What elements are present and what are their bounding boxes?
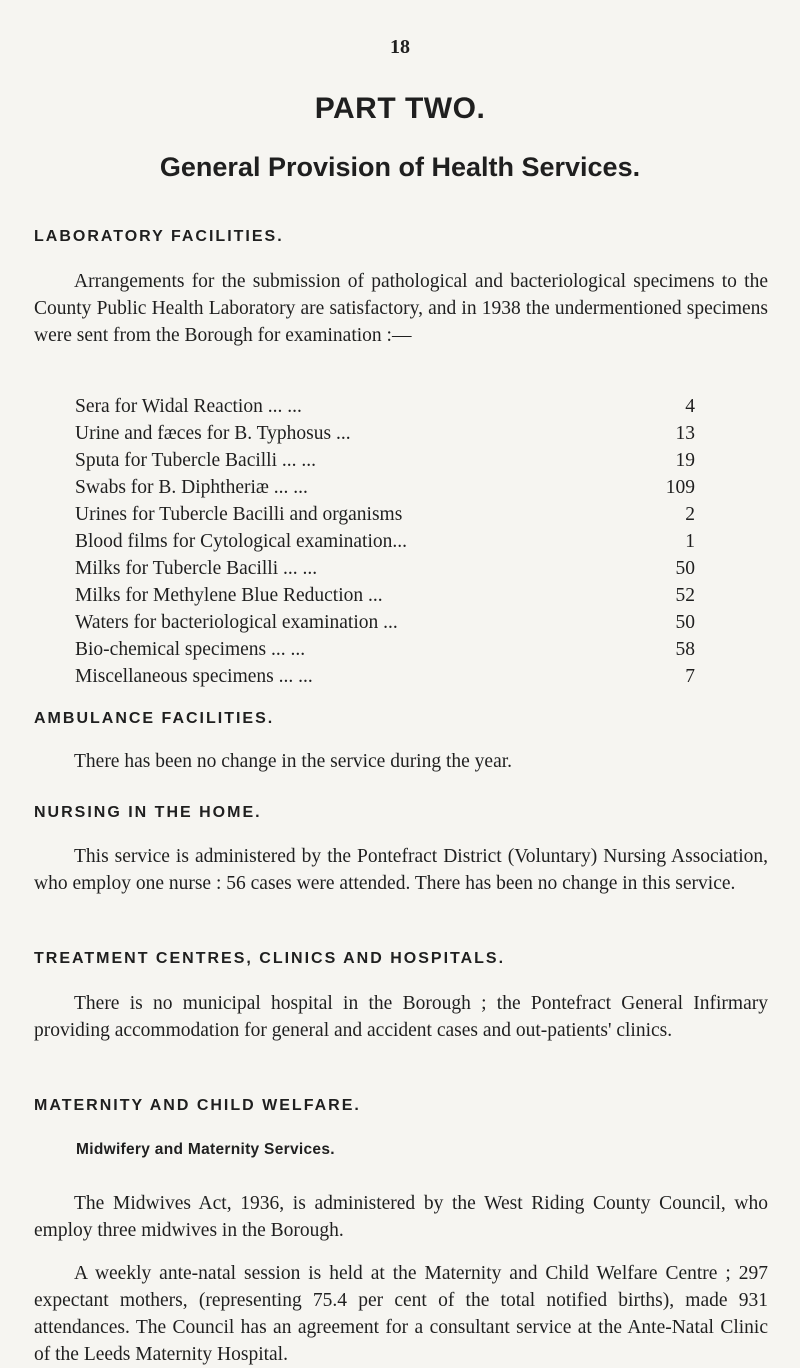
specimen-row [75,555,695,582]
specimen-row [75,582,695,609]
specimen-row [75,447,695,474]
specimen-count: 58 [675,639,695,660]
specimen-count: 50 [675,558,695,579]
specimen-count: 7 [685,666,695,687]
specimen-row [75,663,695,690]
specimen-count: 50 [675,612,695,633]
specimen-label: Urine and fæces for B. Typhosus ... [75,423,351,444]
ambulance-heading: AMBULANCE FACILITIES. [34,710,275,727]
specimen-count: 2 [685,504,695,525]
specimen-label: Sputa for Tubercle Bacilli ... ... [75,450,317,471]
specimen-table [75,393,695,690]
specimen-label: Bio-chemical specimens ... ... [75,639,306,660]
midwives-act-text: The Midwives Act, 1936, is administered by the West Riding County Council, who employ three midwives in the Borough. [34,1193,768,1241]
laboratory-heading: LABORATORY FACILITIES. [34,228,284,245]
specimen-row [75,474,695,501]
part-title: PART TWO. [314,92,486,125]
specimen-label: Milks for Methylene Blue Reduction ... [75,585,383,606]
specimen-label: Swabs for B. Diphtheriæ ... ... [75,477,308,498]
specimen-label: Miscellaneous specimens ... ... [75,666,313,687]
specimen-label: Sera for Widal Reaction ... ... [75,396,302,417]
specimen-label: Waters for bacteriological examination ... [75,612,398,633]
specimen-count: 13 [675,423,695,444]
specimen-label: Milks for Tubercle Bacilli ... ... [75,558,318,579]
specimen-label: Urines for Tubercle Bacilli and organisms [75,504,403,525]
main-heading: General Provision of Health Services. [159,152,641,182]
maternity-heading: MATERNITY AND CHILD WELFARE. [34,1097,361,1114]
laboratory-intro: Arrangements for the submission of pathological and bacteriological specimens to the County Public Health Laboratory are satisfactory, and in 1938 the undermentioned specimens were sent from the Borough for examination :— [34,271,768,346]
treatment-heading: TREATMENT CENTRES, CLINICS AND HOSPITALS. [34,950,506,967]
specimen-count: 4 [685,396,695,417]
midwifery-subheading: Midwifery and Maternity Services. [76,1141,335,1158]
treatment-text: There is no municipal hospital in the Borough ; the Pontefract General Infirmary providing accommodation for general and accident cases and out-patients' clinics. [34,993,768,1041]
specimen-row [75,609,695,636]
specimen-row [75,636,695,663]
specimen-count: 109 [665,477,695,498]
page-number: 18 [390,36,410,58]
specimen-row [75,393,695,420]
specimen-count: 19 [675,450,695,471]
nursing-text: This service is administered by the Pontefract District (Voluntary) Nursing Association, who employ one nurse : 56 cases were attended. There has been no change in this service. [34,846,768,894]
specimen-count: 1 [685,531,695,552]
ante-natal-text: A weekly ante-natal session is held at the Maternity and Child Welfare Centre ; 297 expectant mothers, (representing 75.4 per cent of the total notified births), made 931 attendances. The Council has an agreement for a consultant service at the Ante-Natal Clinic of the Leeds Maternity Hospital. [34,1263,768,1365]
specimen-row [75,528,695,555]
ambulance-text: There has been no change in the service during the year. [74,751,513,772]
specimen-row [75,501,695,528]
specimen-label: Blood films for Cytological examination... [75,531,407,552]
nursing-heading: NURSING IN THE HOME. [34,804,262,821]
specimen-row [75,420,695,447]
specimen-count: 52 [675,585,695,606]
